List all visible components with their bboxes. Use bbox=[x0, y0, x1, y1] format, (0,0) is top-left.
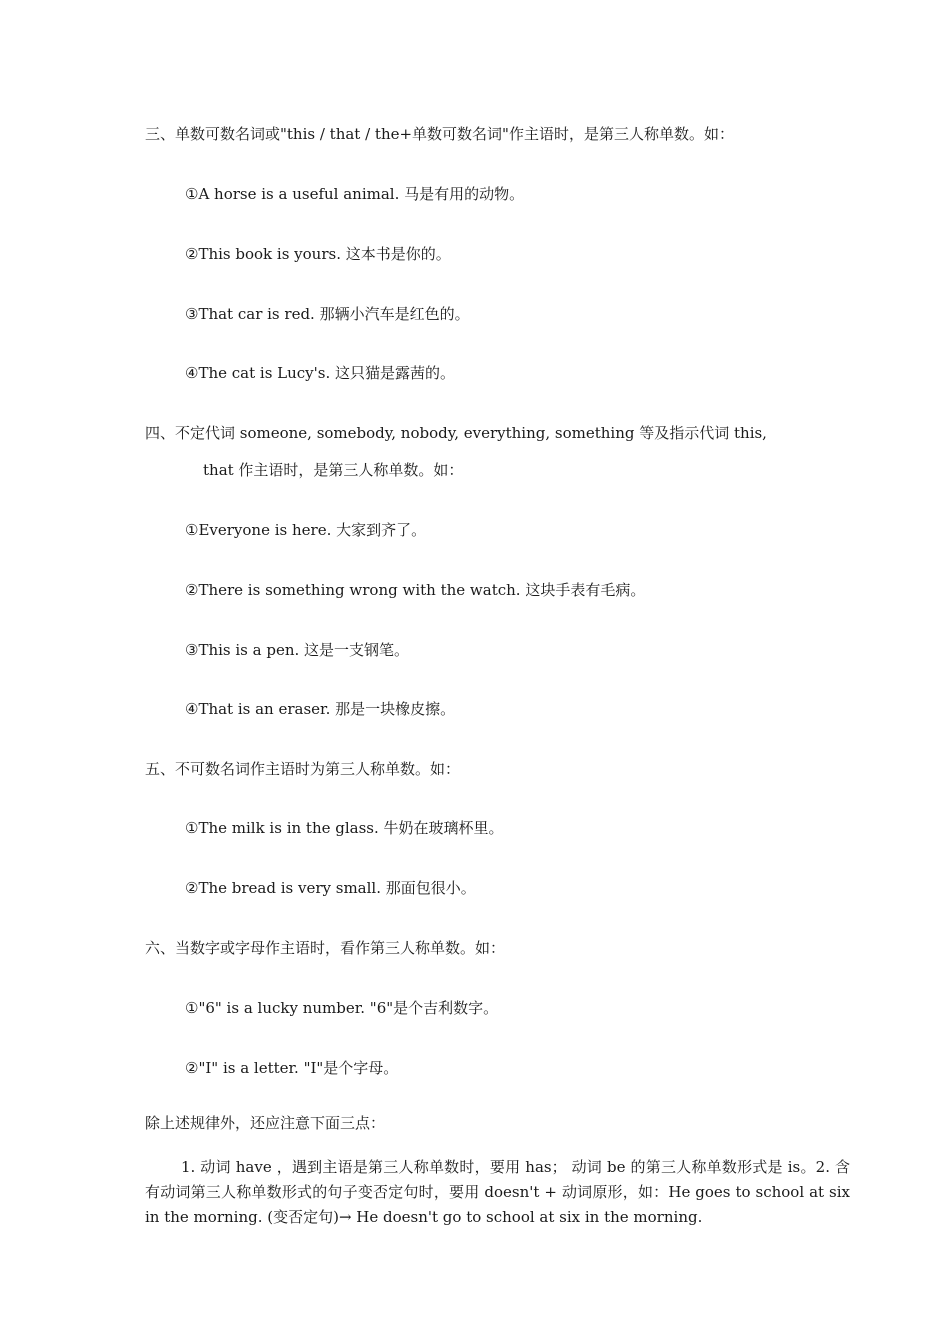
section-6-example-1: ①"6" is a lucky number. "6"是个吉利数字。 bbox=[185, 999, 499, 1017]
section-4-example-2: ②There is something wrong with the watch. 这块手表有毛病。 bbox=[185, 581, 646, 599]
section-3-example-2: ②This book is yours. 这本书是你的。 bbox=[185, 245, 451, 263]
section-5-heading: 五、不可数名词作主语时为第三人称单数。如： bbox=[145, 760, 461, 778]
section-3-heading: 三、单数可数名词或"this / that / the+单数可数名词"作主语时，是第三人称单数。如： bbox=[145, 125, 734, 143]
section-3-example-4: ④The cat is Lucy's. 这只猫是露茜的。 bbox=[185, 364, 456, 382]
notes-paragraph: 1. 动词 have ，遇到主语是第三人称单数时，要用 has； 动词 be 的第三人称单数形式是 is。2. 含有动词第三人称单数形式的句子变否定句时，要用 doesn't + 动词原形，如：He goes to school at six in the morning. (变否定句)→ He doesn't go to school at six in the morning. bbox=[145, 1158, 850, 1226]
notes-heading: 除上述规律外，还应注意下面三点： bbox=[145, 1114, 386, 1132]
section-6-example-2: ②"I" is a letter. "I"是个字母。 bbox=[185, 1059, 399, 1077]
section-4-heading-line-2: that 作主语时，是第三人称单数。如： bbox=[203, 461, 464, 479]
section-5-example-1: ①The milk is in the glass. 牛奶在玻璃杯里。 bbox=[185, 819, 504, 837]
section-3-example-1: ①A horse is a useful animal. 马是有用的动物。 bbox=[185, 185, 525, 203]
section-4-heading-line-1: 四、不定代词 someone, somebody, nobody, everything, something 等及指示代词 this, bbox=[145, 424, 767, 442]
section-3-example-3: ③That car is red. 那辆小汽车是红色的。 bbox=[185, 305, 470, 323]
section-5-example-2: ②The bread is very small. 那面包很小。 bbox=[185, 879, 476, 897]
section-4-example-4: ④That is an eraser. 那是一块橡皮擦。 bbox=[185, 700, 456, 718]
section-6-heading: 六、当数字或字母作主语时，看作第三人称单数。如： bbox=[145, 939, 506, 957]
section-4-example-1: ①Everyone is here. 大家到齐了。 bbox=[185, 521, 427, 539]
section-4-example-3: ③This is a pen. 这是一支钢笔。 bbox=[185, 641, 410, 659]
